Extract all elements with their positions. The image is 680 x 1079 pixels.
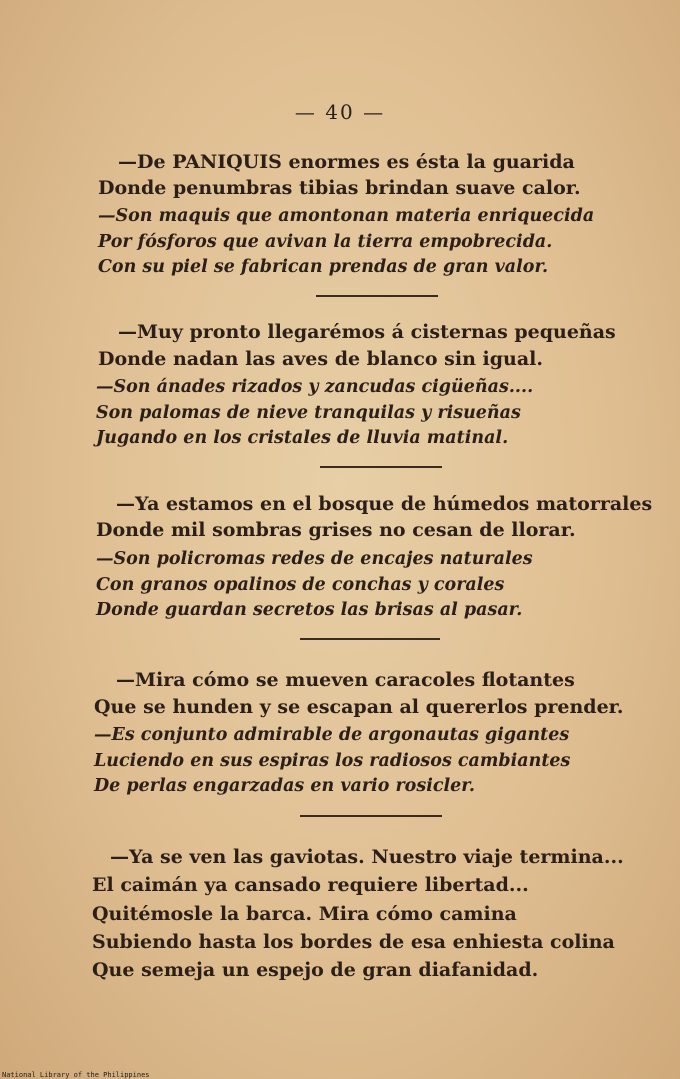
poem-line: Luciendo en sus espiras los radiosos cambiantes [94,751,571,771]
poem-line: —Muy pronto llegarémos á cisternas pequeñas [118,321,616,343]
poem-line: —Ya se ven las gaviotas. Nuestro viaje termina... [110,846,624,868]
poem-line: De perlas engarzadas en vario rosicler. [94,776,476,796]
poem-line: —De PANIQUIS enormes es ésta la guarida [118,151,575,173]
section-divider [300,815,442,817]
page-number: — 40 — [294,100,386,124]
poem-line: Donde nadan las aves de blanco sin igual. [98,348,543,370]
library-footer: National Library of the Philippines [2,1071,150,1079]
section-divider [320,466,442,468]
poem-line: Que semeja un espejo de gran diafanidad. [92,959,539,981]
section-divider [316,295,438,297]
poem-line: Donde guardan secretos las brisas al pasar. [96,600,523,620]
poem-line: —Ya estamos en el bosque de húmedos matorrales [116,493,653,515]
poem-line: Que se hunden y se escapan al quererlos prender. [94,696,624,718]
poem-line: Donde penumbras tibias brindan suave calor. [98,177,581,199]
poem-line: Son palomas de nieve tranquilas y risueñas [96,403,521,423]
poem-line: —Son policromas redes de encajes naturales [96,549,533,569]
poem-line: El caimán ya cansado requiere libertad... [92,874,529,896]
poem-line: Con su piel se fabrican prendas de gran valor. [98,257,549,277]
section-divider [300,638,440,640]
poem-line: Jugando en los cristales de lluvia matinal. [96,428,509,448]
poem-line: Quitémosle la barca. Mira cómo camina [92,903,517,925]
poem-line: —Mira cómo se mueven caracoles flotantes [116,669,575,691]
poem-line: Por fósforos que avivan la tierra empobrecida. [98,232,553,252]
poem-line: Subiendo hasta los bordes de esa enhiesta colina [92,931,615,953]
paniquis-word: PANIQUIS [172,151,282,173]
poem-line: Con granos opalinos de conchas y corales [96,575,505,595]
poem-line: —Son ánades rizados y zancudas cigüeñas.... [96,377,534,397]
poem-line: Donde mil sombras grises no cesan de llorar. [96,519,576,541]
poem-line: —Son maquis que amontonan materia enriquecida [98,206,595,226]
poem-line: —Es conjunto admirable de argonautas gigantes [94,725,570,745]
